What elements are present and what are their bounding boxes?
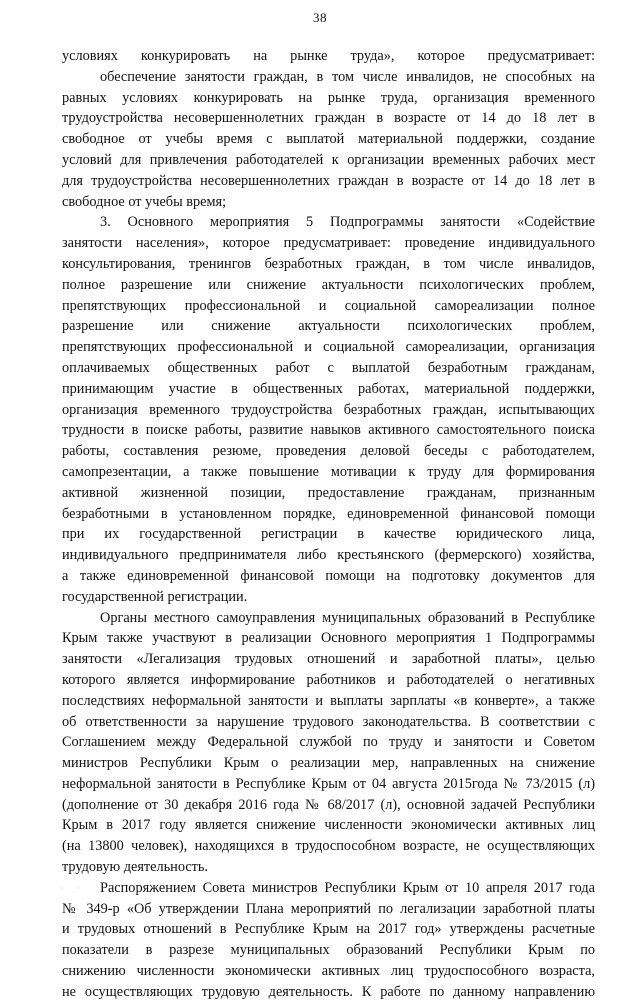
text-line: Распоряжением Совета министров Республики Крым от 10 апреля 2017 года xyxy=(100,879,595,896)
text-line: разрешение или снижение актуальности психологических проблем, xyxy=(62,318,595,335)
text-line: не осуществляющих трудовую деятельность. К работе по данному направлению xyxy=(62,983,595,1000)
text-line: неформальной занятости в Республике Крым от 04 августа 2015года № 73/2015 (л) xyxy=(62,775,595,792)
page-number: 38 xyxy=(313,10,327,25)
text-line: работы, составления резюме, проведения деловой беседы с работодателем, xyxy=(62,443,595,460)
text-line: самопрезентации, а также повышение мотивации к труду для формирования xyxy=(62,463,595,480)
text-line: Соглашением между Федеральной службой по труду и занятости и Советом xyxy=(62,734,595,751)
body-text xyxy=(62,46,595,1003)
text-line: (на 13800 человек), находящихся в трудоспособном возрасте, не осуществляющих xyxy=(62,838,595,855)
text-line: (дополнение от 30 декабря 2016 года № 68/2017 (л), основной задачей Республики xyxy=(62,796,595,813)
text-line: которого является информирование работников и работодателей о негативных xyxy=(62,671,595,688)
text-line: равных условиях конкурировать на рынке труда, организация временного xyxy=(62,89,595,106)
text-line: принимающим участие в общественных работах, материальной поддержки, xyxy=(62,380,595,397)
text-line: активной жизненной позиции, предоставление гражданам, признанным xyxy=(62,484,595,501)
text-line: Органы местного самоуправления муниципальных образований в Республике xyxy=(100,609,595,626)
text-line: препятствующих профессиональной и социальной самореализации, организация xyxy=(62,339,595,356)
text-line: 3. Основного мероприятия 5 Подпрограммы занятости «Содействие xyxy=(100,214,595,231)
text-line: условий для привлечения работодателей к организации временных рабочих мест xyxy=(62,151,595,168)
text-line: консультирования, тренингов безработных граждан, в том числе инвалидов, xyxy=(62,255,595,272)
text-line: препятствующих профессиональной и социальной самореализации полное xyxy=(62,297,595,314)
text-line: трудности в поиске работы, развитие навыков активного самостоятельного поиска xyxy=(62,422,595,439)
text-line: занятости «Легализация трудовых отношений и заработной платы», целью xyxy=(62,651,595,668)
text-line: государственной регистрации. xyxy=(62,588,248,605)
text-line: организация временного трудоустройства безработных граждан, испытывающих xyxy=(62,401,595,418)
text-line: свободное от учебы время с выплатой материальной поддержки, создание xyxy=(62,131,595,148)
text-line: министров Республики Крым о реализации мер, направленных на снижение xyxy=(62,755,595,772)
text-line: свободное от учебы время; xyxy=(62,193,227,210)
text-line: № 349-р «Об утверждении Плана мероприятий по легализации заработной платы xyxy=(62,900,595,917)
text-line: занятости населения», которое предусматривает: проведение индивидуального xyxy=(62,235,595,252)
text-line: а также единовременной финансовой помощи на подготовку документов для xyxy=(62,567,595,584)
text-line: снижению численности экономически активных лиц трудоспособного возраста, xyxy=(62,963,595,980)
text-line: при их государственной регистрации в качестве юридического лица, xyxy=(62,526,595,543)
text-line: показатели в разрезе муниципальных образований Республики Крым по xyxy=(62,942,595,959)
text-line: трудоустройства несовершеннолетних граждан в возрасте от 14 до 18 лет в xyxy=(62,110,595,127)
text-line: об ответственности за нарушение трудового законодательства. В соответствии с xyxy=(62,713,595,730)
text-line: обеспечение занятости граждан, в том числе инвалидов, не способных на xyxy=(100,68,595,85)
text-line: безработными в установленном порядке, единовременной финансовой помощи xyxy=(62,505,595,522)
text-line: для трудоустройства несовершеннолетних граждан в возрасте от 14 до 18 лет в xyxy=(62,172,595,189)
text-line: индивидуального предпринимателя либо крестьянского (фермерского) хозяйства, xyxy=(62,547,595,564)
text-line: и трудовых отношений в Республике Крым на 2017 год» утверждены расчетные xyxy=(62,921,595,938)
text-line: условиях конкурировать на рынке труда», которое предусматривает: xyxy=(62,48,595,64)
text-line: Крым в 2017 году является снижение численности экономически активных лиц xyxy=(62,817,595,834)
text-line: трудовую деятельность. xyxy=(62,859,209,876)
text-line: полное разрешение или снижение актуальности психологических проблем, xyxy=(62,276,595,293)
text-line: Крым также участвуют в реализации Основного мероприятия 1 Подпрограммы xyxy=(62,630,595,647)
scan-artifact: · · xyxy=(60,884,86,893)
text-line: оплачиваемых общественных работ с выплатой безработным гражданам, xyxy=(62,359,595,376)
text-line: последствиях неформальной занятости и выплаты зарплаты «в конверте», а также xyxy=(62,692,595,709)
